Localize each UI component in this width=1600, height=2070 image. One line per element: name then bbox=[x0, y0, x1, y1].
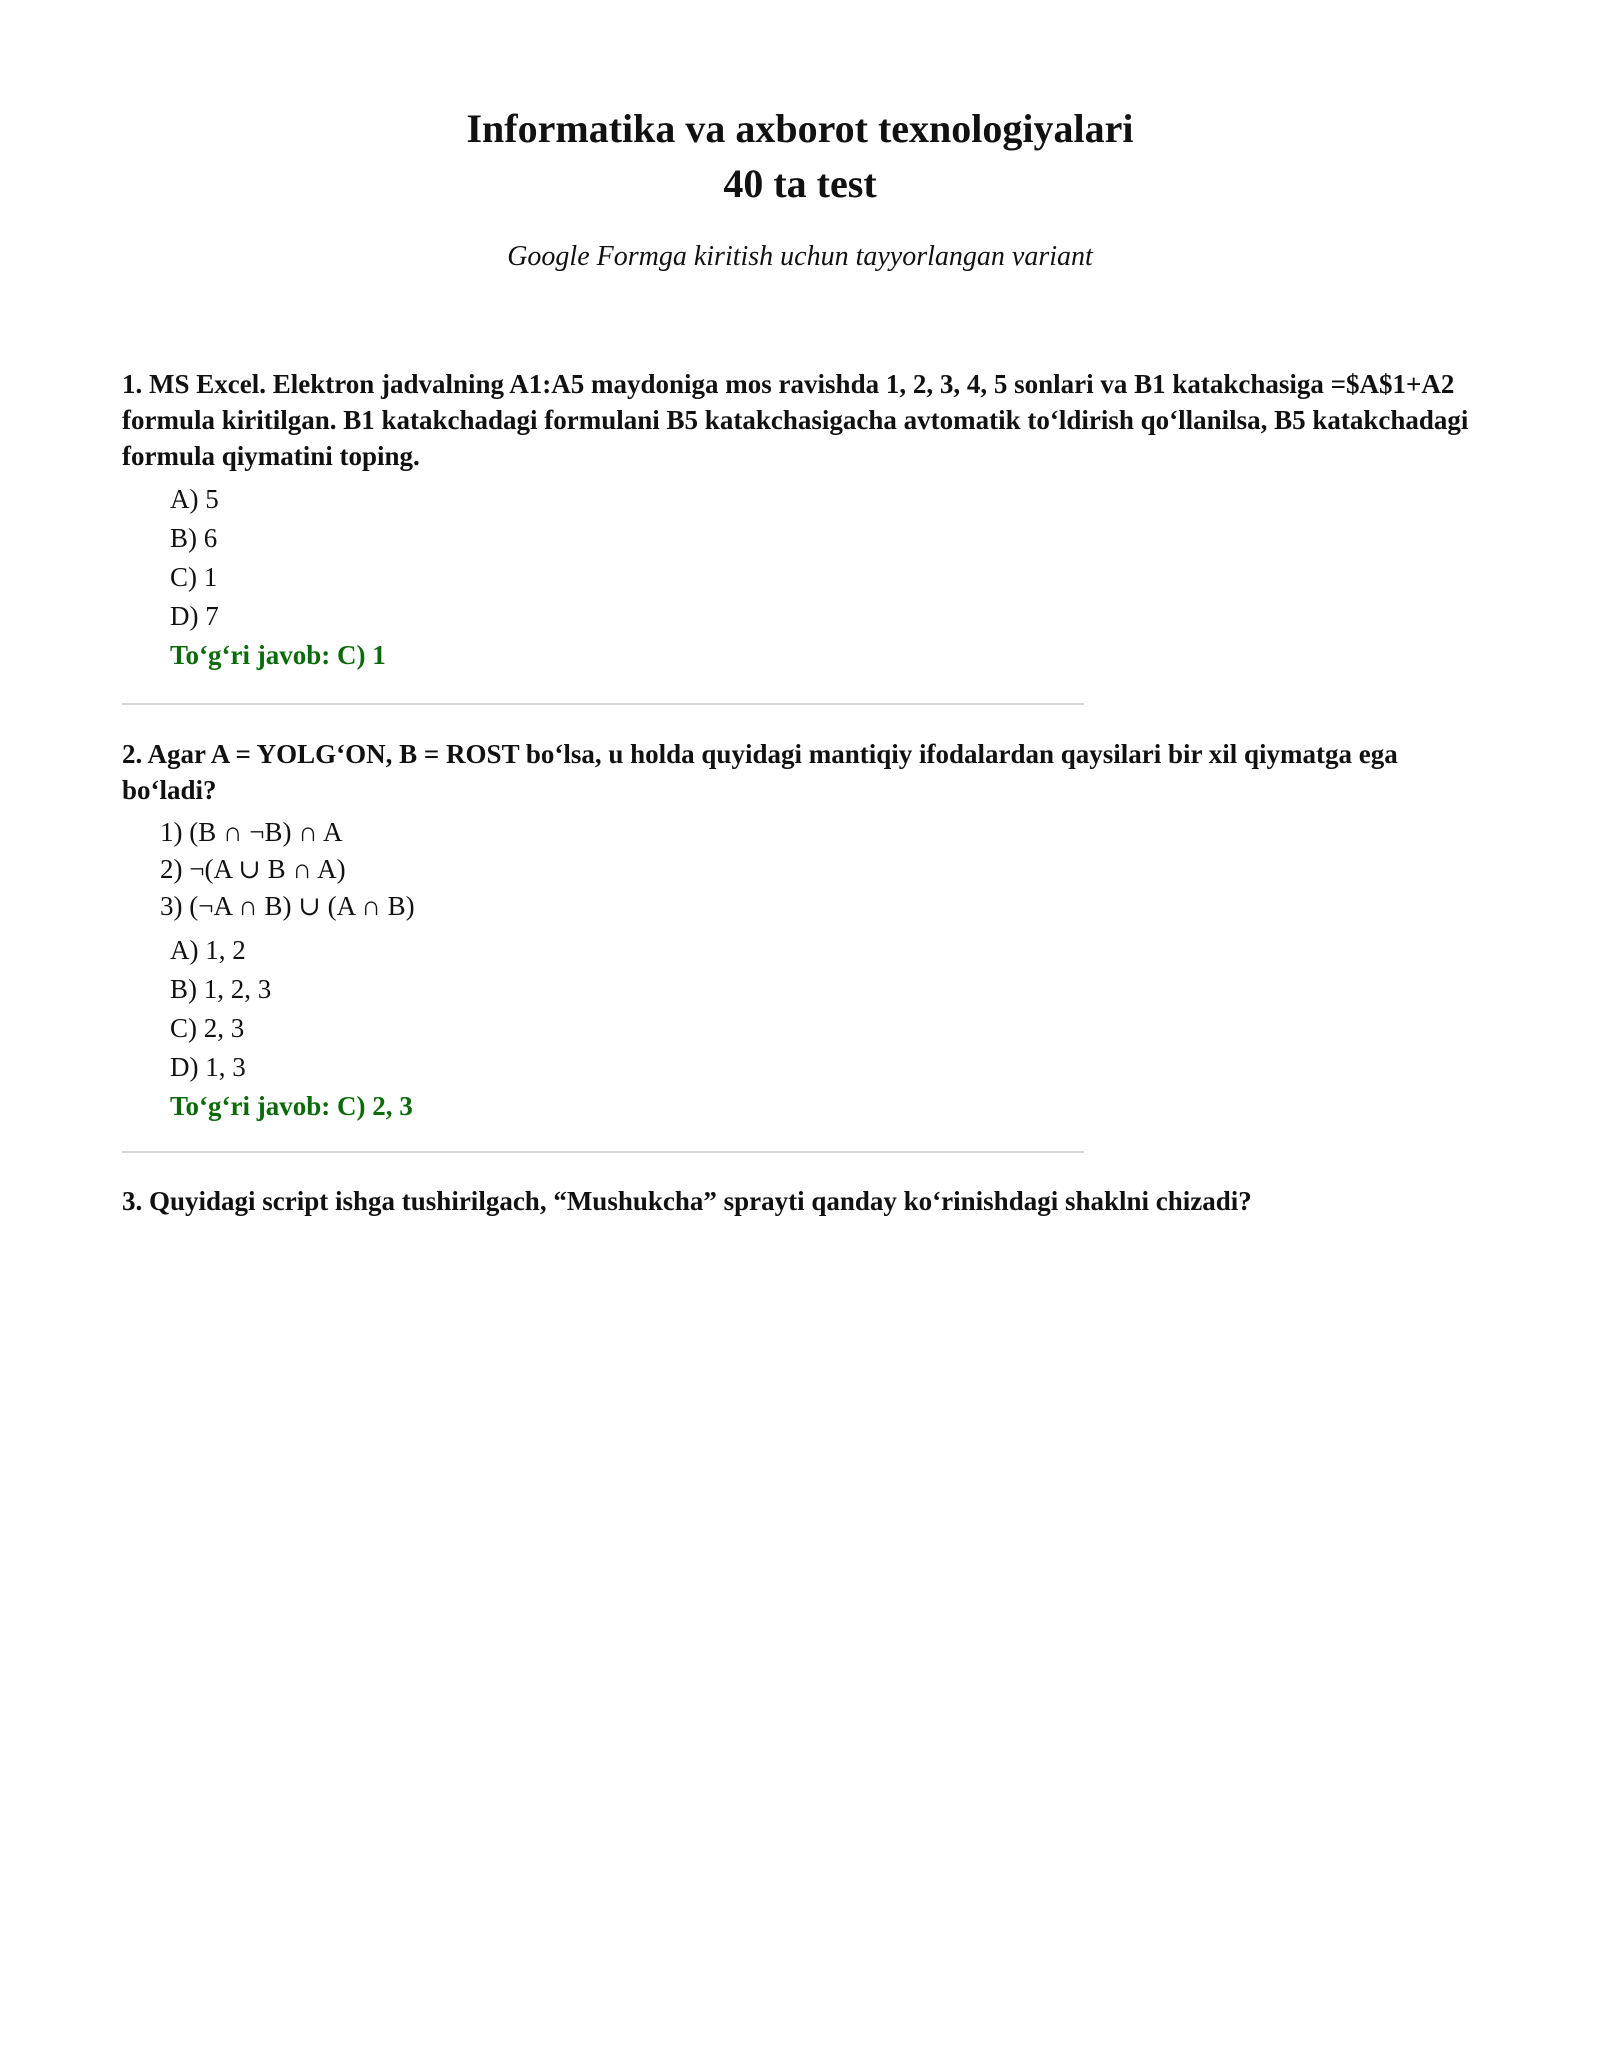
correct-answer: To‘g‘ri javob: C) 1 bbox=[170, 640, 386, 670]
option-a: A) 5 bbox=[170, 484, 219, 514]
option-c: C) 1 bbox=[170, 562, 218, 592]
correct-answer: To‘g‘ri javob: C) 2, 3 bbox=[170, 1091, 413, 1121]
divider bbox=[122, 1151, 1084, 1153]
statement-2: 2) ¬(A ∪ B ∩ A) bbox=[160, 854, 346, 884]
option-a: A) 1, 2 bbox=[170, 935, 246, 965]
logic-statements bbox=[160, 814, 1482, 925]
question-1 bbox=[122, 366, 1482, 675]
question-2 bbox=[122, 736, 1482, 1126]
question-text: 2. Agar A = YOLG‘ON, B = ROST bo‘lsa, u holda quyidagi mantiqiy ifodalardan qaysilari bir xil qiymatga ega bo‘ladi? bbox=[122, 739, 1398, 805]
document-title: Informatika va axborot texnologiyalari bbox=[466, 106, 1134, 151]
option-c: C) 2, 3 bbox=[170, 1013, 245, 1043]
answer-options bbox=[170, 931, 1482, 1087]
question-3 bbox=[122, 1183, 1482, 1219]
statement-1: 1) (B ∩ ¬B) ∩ A bbox=[160, 817, 343, 847]
answer-options bbox=[170, 480, 1482, 636]
divider bbox=[122, 703, 1084, 705]
option-b: B) 6 bbox=[170, 523, 218, 553]
option-b: B) 1, 2, 3 bbox=[170, 974, 272, 1004]
document-subtitle: Google Formga kiritish uchun tayyorlangan variant bbox=[507, 241, 1093, 272]
option-d: D) 1, 3 bbox=[170, 1052, 246, 1082]
question-text: 3. Quyidagi script ishga tushirilgach, “Mushukcha” sprayti qanday ko‘rinishdagi shaklni chizadi? bbox=[122, 1186, 1252, 1216]
option-d: D) 7 bbox=[170, 601, 219, 631]
statement-3: 3) (¬A ∩ B) ∪ (A ∩ B) bbox=[160, 891, 415, 921]
question-text: 1. MS Excel. Elektron jadvalning A1:A5 maydoniga mos ravishda 1, 2, 3, 4, 5 sonlari va B1 katakchasiga =$A$1+A2 formula kiritilgan. B1 katakchadagi formulani B5 katakchasigacha avtomatik to‘ldirish qo‘llanilsa, B5 katakchadagi formula qiymatini toping. bbox=[122, 369, 1469, 471]
document-title-count: 40 ta test bbox=[723, 161, 877, 206]
